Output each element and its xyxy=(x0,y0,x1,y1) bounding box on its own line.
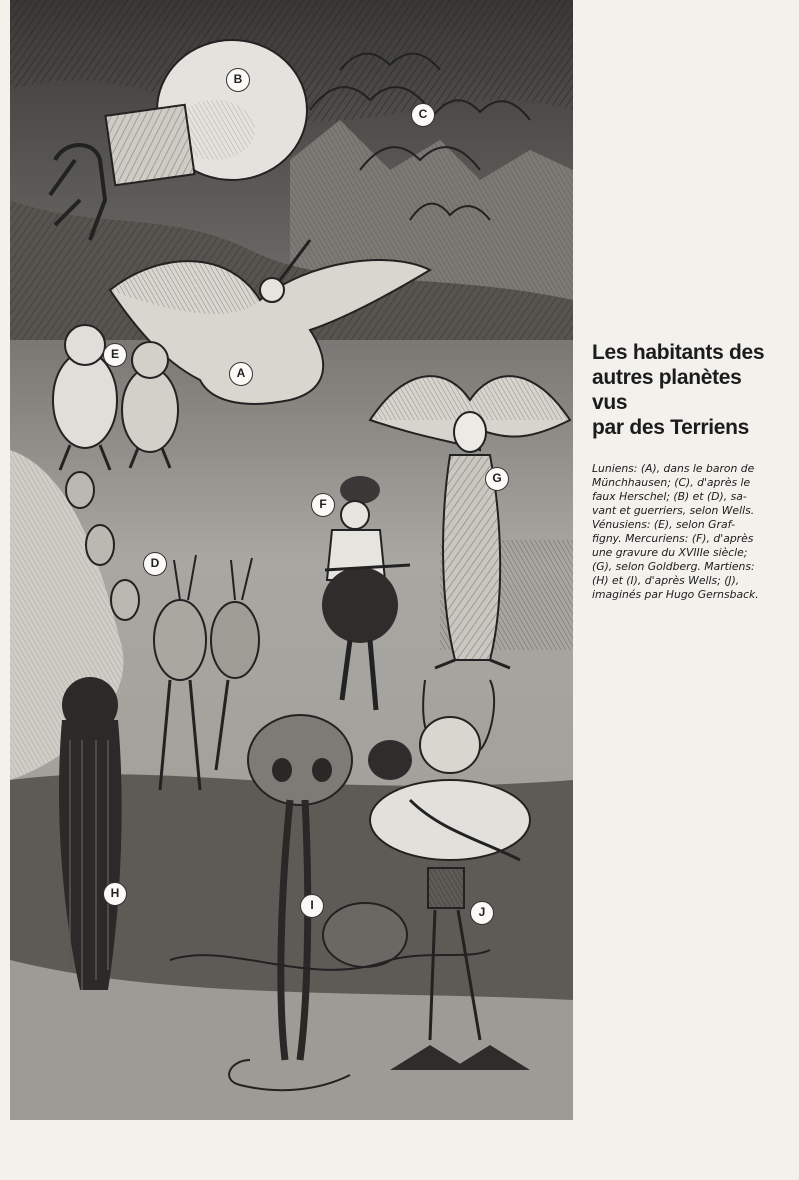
caption-line-3: faux Herschel; (B) et (D), sa- xyxy=(592,490,747,503)
caption-line-1: Luniens: (A), dans le baron de xyxy=(592,462,755,475)
caption-body xyxy=(592,462,782,602)
engraving-illustration xyxy=(10,0,573,1120)
caption-line-9: (H) et (I), d'après Wells; (J), xyxy=(592,574,740,587)
caption-line-4: vant et guerriers, selon Wells. xyxy=(592,504,755,517)
marker-a: A xyxy=(229,362,253,386)
marker-g: G xyxy=(485,467,509,491)
marker-e: E xyxy=(103,343,127,367)
marker-i: I xyxy=(300,894,324,918)
caption-line-2: Münchhausen; (C), d'après le xyxy=(592,476,751,489)
marker-b: B xyxy=(226,68,250,92)
marker-d: D xyxy=(143,552,167,576)
caption-line-8: (G), selon Goldberg. Martiens: xyxy=(592,560,755,573)
caption-line-7: une gravure du XVIIIe siècle; xyxy=(592,546,748,559)
marker-f: F xyxy=(311,493,335,517)
marker-j: J xyxy=(470,901,494,925)
title-line-2: autres planètes vus xyxy=(592,366,742,414)
caption-line-5: Vénusiens: (E), selon Graf- xyxy=(592,518,736,531)
caption-block xyxy=(592,340,782,602)
marker-h: H xyxy=(103,882,127,906)
caption-title xyxy=(592,340,782,440)
title-line-3: par des Terriens xyxy=(592,416,750,439)
marker-c: C xyxy=(411,103,435,127)
caption-line-6: figny. Mercuriens: (F), d'après xyxy=(592,532,754,545)
illustration-canvas xyxy=(10,0,573,1120)
title-line-1: Les habitants des xyxy=(592,341,765,364)
caption-line-10: imaginés par Hugo Gernsback. xyxy=(592,588,759,601)
